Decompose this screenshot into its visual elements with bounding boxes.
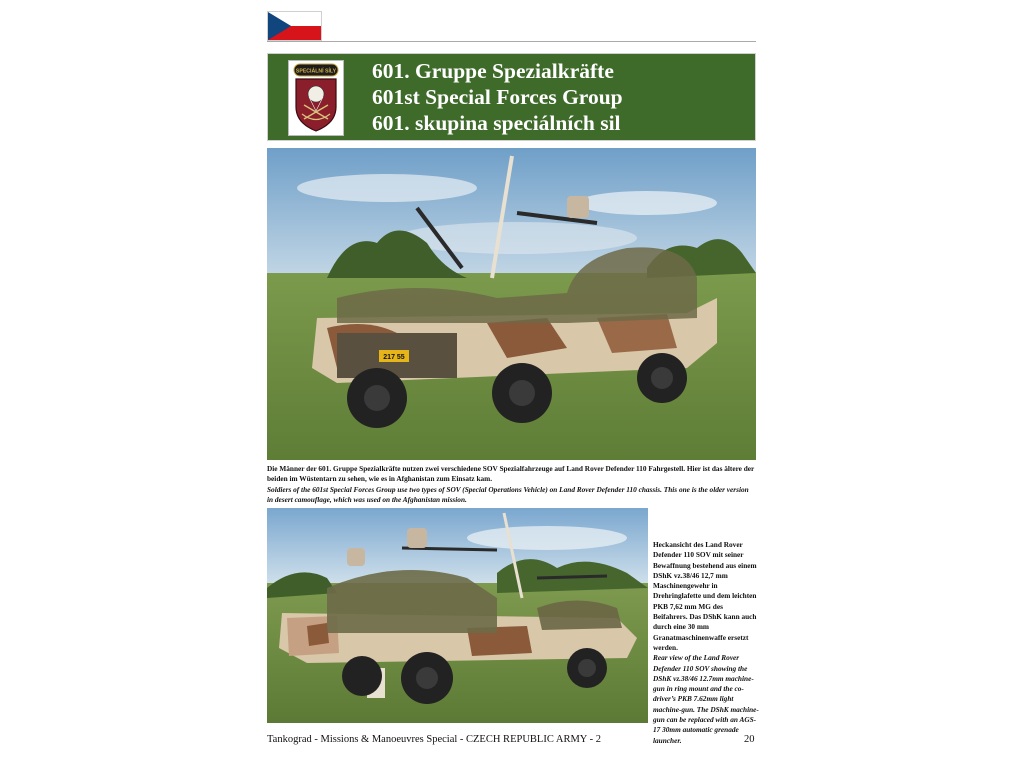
title-czech: 601. skupina speciálních sil xyxy=(372,111,621,135)
land-rover-sov-rear-photo xyxy=(267,508,648,723)
page-number: 20 xyxy=(744,734,755,745)
page-title xyxy=(372,58,623,136)
caption-front-english: Soldiers of the 601st Special Forces Group use two types of SOV (Special Operations Vehicle) on Land Rover Defender 110 chassis. This one is the older version in desert camouflage, which was used on the Afghanistan mission. xyxy=(267,484,749,504)
caption-rear-english: Rear view of the Land Rover Defender 110 SOV showing the DShK vz.38/46 12.7mm machine-gun in ring mount and the co-driver’s PKB 7.62mm light machine-gun. The DShK machine-gun can be replaced with an AGS-17 30mm automatic grenade launcher. xyxy=(653,653,759,745)
vehicle-rear-photo-image xyxy=(267,508,648,723)
czech-flag-icon xyxy=(267,11,322,41)
footer-publication: Tankograd - Missions & Manoeuvres Special - CZECH REPUBLIC ARMY - 2 xyxy=(267,734,601,745)
caption-front-german: Die Männer der 601. Gruppe Spezialkräfte nutzen zwei verschiedene SOV Spezialfahrzeuge auf Land Rover Defender 110 Fahrgestell. Hier ist das ältere der beiden im Wüstentarn zu sehen, wie es in Afghanistan zum Einsatz kam. xyxy=(267,464,755,484)
header-rule xyxy=(267,41,756,42)
insignia-tab-text: SPECIÁLNÍ SÍLY xyxy=(295,68,337,75)
title-bar xyxy=(267,53,756,141)
title-german: 601. Gruppe Spezialkräfte xyxy=(372,59,614,83)
land-rover-sov-front-photo xyxy=(267,148,756,460)
special-forces-insignia xyxy=(288,60,344,136)
caption-front-view xyxy=(267,464,756,505)
caption-rear-german: Heckansicht des Land Rover Defender 110 SOV mit seiner Bewaffnung bestehend aus einem DShK vz.38/46 12,7 mm Maschinengewehr in Drehringlafette und dem leichten PKB 7,62 mm MG des Beifahrers. Das DShK kann auch durch eine 30 mm Granatmaschinenwaffe ersetzt werden. xyxy=(653,540,757,652)
license-plate-text: 217 55 xyxy=(383,354,405,361)
caption-rear-view xyxy=(653,540,759,746)
title-english: 601st Special Forces Group xyxy=(372,85,623,109)
vehicle-photo-image xyxy=(267,148,756,460)
insignia-badge-icon xyxy=(289,61,343,135)
